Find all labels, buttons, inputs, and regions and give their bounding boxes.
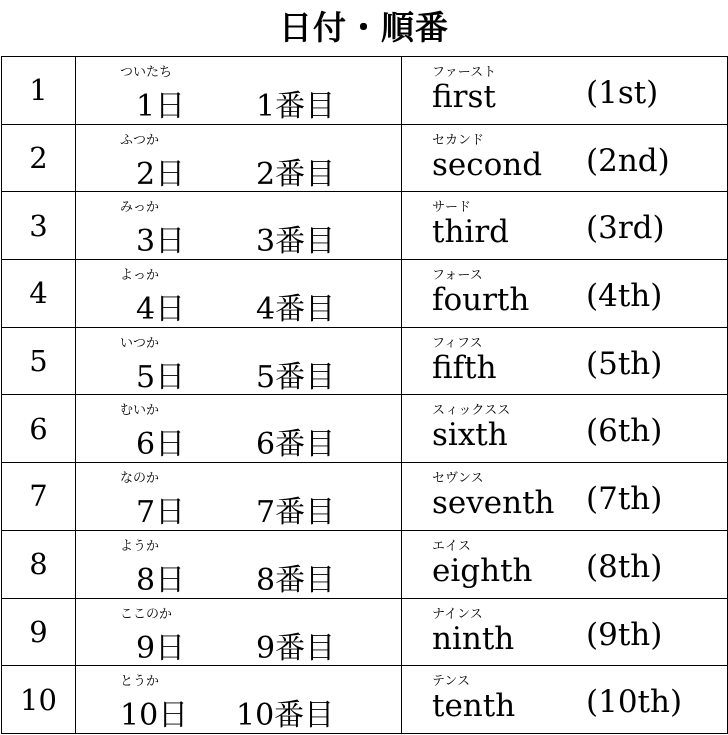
english-abbreviation: (10th) [586, 684, 683, 721]
english-cell [402, 666, 728, 734]
day-reading: ふつか [120, 132, 160, 148]
english-ordinal: first [432, 79, 496, 115]
japanese-cell [76, 327, 402, 395]
table-row [2, 666, 728, 734]
japanese-cell [76, 598, 402, 666]
english-abbreviation: (7th) [586, 481, 663, 518]
row-number: 5 [2, 327, 76, 395]
english-ordinal: eighth [432, 552, 533, 589]
english-cell [402, 598, 728, 666]
table-row [2, 598, 728, 666]
japanese-cell [76, 192, 402, 260]
english-ordinal: fourth [432, 282, 530, 319]
english-reading: フォース [432, 268, 483, 284]
english-reading: エイス [432, 538, 471, 554]
english-abbreviation: (9th) [586, 616, 663, 653]
row-number: 4 [2, 260, 76, 328]
english-reading: スィックスス [432, 403, 511, 419]
english-abbreviation: (5th) [586, 345, 663, 382]
english-reading: セヴンス [432, 471, 484, 487]
english-cell [402, 395, 728, 463]
english-ordinal: ninth [432, 620, 515, 657]
japanese-cell [76, 57, 402, 125]
table-row [2, 124, 728, 192]
day-label: 6日 [136, 427, 186, 463]
day-reading: むいか [120, 403, 160, 419]
day-reading: ここのか [120, 606, 173, 622]
english-reading: フィフス [432, 335, 483, 351]
english-ordinal: tenth [432, 688, 516, 725]
table-row [2, 395, 728, 463]
english-cell [402, 57, 728, 125]
table-row [2, 260, 728, 328]
english-reading: サード [432, 200, 472, 216]
day-reading: ついたち [120, 65, 173, 80]
english-abbreviation: (3rd) [586, 210, 665, 247]
ordinal-label: 6番目 [256, 427, 336, 463]
english-ordinal: second [432, 146, 543, 183]
day-label: 9日 [136, 630, 186, 666]
english-ordinal: seventh [432, 485, 555, 522]
english-reading: ナインス [432, 606, 483, 622]
ordinal-label: 4番目 [256, 292, 336, 328]
table-row [2, 192, 728, 260]
ordinal-label: 1番目 [256, 89, 336, 124]
english-abbreviation: (2nd) [586, 142, 670, 179]
ordinal-label: 8番目 [256, 562, 336, 598]
day-label: 5日 [136, 359, 186, 395]
day-label: 8日 [136, 562, 186, 598]
japanese-cell [76, 463, 402, 531]
day-label: 1日 [136, 89, 186, 124]
english-cell [402, 260, 728, 328]
date-ordinal-table [1, 56, 728, 734]
table-row [2, 463, 728, 531]
table-row [2, 327, 728, 395]
row-number: 10 [2, 666, 76, 734]
table-body [2, 57, 728, 734]
table-row [2, 57, 728, 125]
english-ordinal: fifth [432, 349, 497, 386]
row-number: 9 [2, 598, 76, 666]
row-number: 7 [2, 463, 76, 531]
day-reading: みっか [120, 200, 160, 216]
ordinal-label: 10番目 [236, 698, 335, 734]
english-cell [402, 192, 728, 260]
english-ordinal: sixth [432, 417, 508, 454]
row-number: 2 [2, 124, 76, 192]
day-reading: とうか [120, 674, 160, 690]
row-number: 3 [2, 192, 76, 260]
japanese-cell [76, 530, 402, 598]
row-number: 1 [2, 57, 76, 125]
row-number: 8 [2, 530, 76, 598]
day-label: 2日 [136, 156, 186, 192]
day-label: 4日 [136, 292, 186, 328]
ordinal-label: 2番目 [256, 156, 336, 192]
table-row [2, 530, 728, 598]
day-label: 3日 [136, 224, 186, 260]
page-title: 日付・順番 [279, 8, 449, 47]
english-abbreviation: (8th) [586, 548, 663, 585]
english-cell [402, 124, 728, 192]
row-number: 6 [2, 395, 76, 463]
day-reading: よっか [120, 268, 160, 284]
japanese-cell [76, 666, 402, 734]
ordinal-label: 3番目 [256, 224, 336, 260]
english-abbreviation: (4th) [586, 278, 663, 315]
day-label: 7日 [136, 495, 186, 531]
japanese-cell [76, 124, 402, 192]
day-reading: なのか [120, 471, 160, 487]
english-reading: ファースト [432, 65, 497, 80]
english-cell [402, 327, 728, 395]
ordinal-label: 9番目 [256, 630, 336, 666]
day-label: 10日 [120, 698, 189, 734]
english-reading: テンス [432, 674, 470, 690]
english-cell [402, 530, 728, 598]
ordinal-label: 5番目 [256, 359, 336, 395]
english-ordinal: third [432, 214, 510, 251]
english-reading: セカンド [432, 132, 485, 148]
day-reading: いつか [120, 335, 160, 351]
day-reading: ようか [120, 538, 160, 554]
english-abbreviation: (1st) [586, 75, 659, 111]
ordinal-label: 7番目 [256, 495, 336, 531]
japanese-cell [76, 395, 402, 463]
english-cell [402, 463, 728, 531]
english-abbreviation: (6th) [586, 413, 663, 450]
japanese-cell [76, 260, 402, 328]
